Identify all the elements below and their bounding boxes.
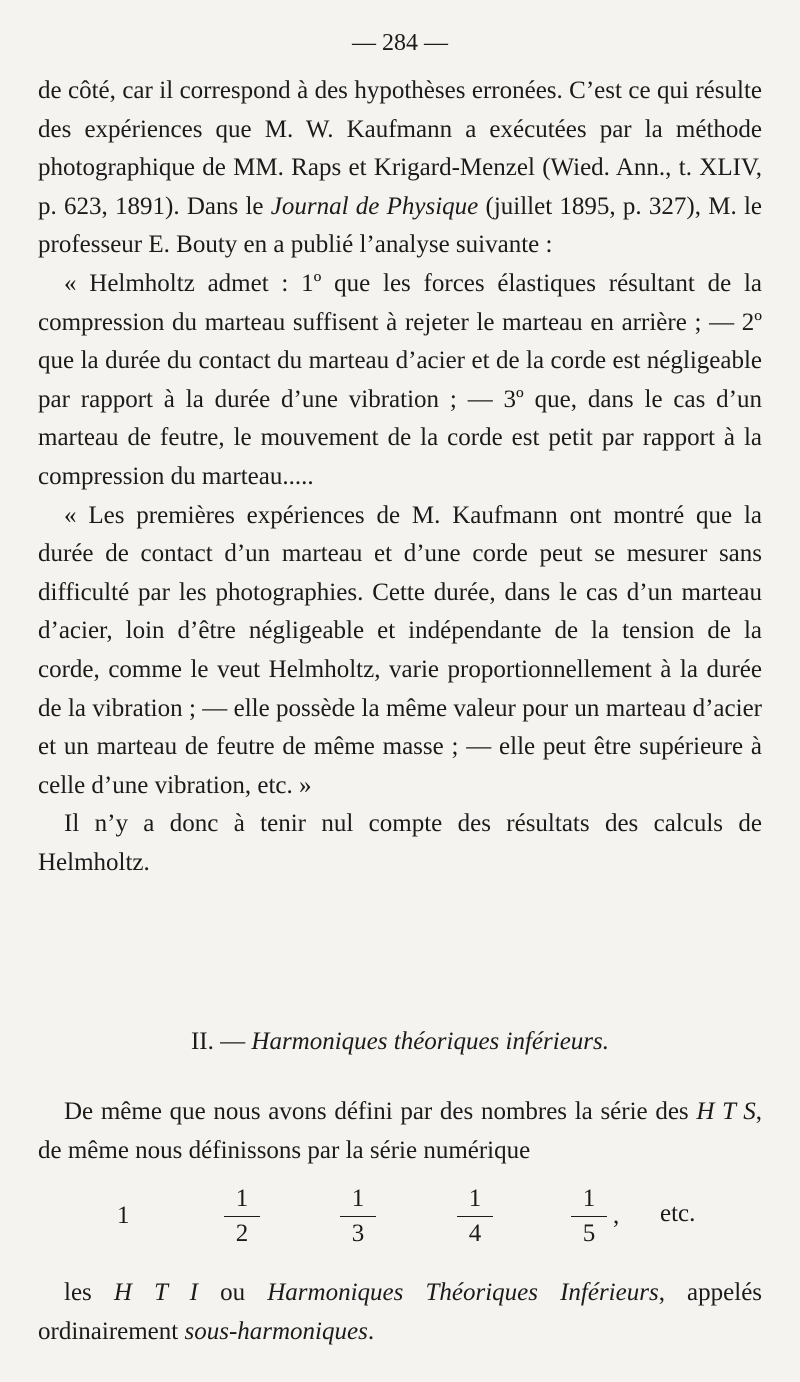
hti-full-name: Harmoniques Théoriques Inférieurs [267, 1279, 659, 1306]
sous-harmoniques-term: sous-harmoniques [184, 1317, 368, 1345]
page-number: — 284 — [352, 30, 448, 56]
paragraph-1: de côté, car il correspond à des hypothèses erronées. C’est ce qui résulte des expériences que M. W. Kaufmann a exécutées par la méthode photographique de MM. Raps et Krigard-Menzel (Wied. Ann., t. XLIV, p. 623, 1891). Dans le Journal de Physique (juillet 1895, p. 327), M. le professeur E. Bouty en a publié l’analyse suivante : [38, 77, 763, 259]
intro-paragraph: De même que nous avons défini par des nombres la série des H T S, de même nous définissons par la série numérique [38, 1098, 762, 1164]
fraction-bar [224, 1216, 260, 1217]
main-text [38, 72, 762, 882]
paragraph-quote-1: « Helmholtz admet : 1º que les forces élastiques résultant de la compression du marteau suffisent à rejeter le marteau en arrière ; — 2º que la durée du contact du marteau d’acier et de la corde est négligeable par rapport à la durée d’une vibration ; — 3º que, dans le cas d’un marteau de feutre, le mouvement de la corde est petit par rapport à la compression du marteau..... [38, 269, 762, 490]
fraction-bar [571, 1216, 607, 1217]
section-number: II. — [190, 1028, 246, 1055]
fraction-third: 1 3 [338, 1184, 378, 1249]
hti-abbr: H T I [113, 1279, 198, 1306]
series-first-term: 1 [117, 1202, 130, 1229]
fraction-fifth: 1 5 [569, 1184, 609, 1249]
fraction-bar [340, 1216, 376, 1217]
fraction-bar [457, 1216, 493, 1217]
closing-paragraph: les H T I ou Harmoniques Théoriques Inférieurs, appelés ordinairement sous-harmoniques. [38, 1279, 763, 1345]
harmonic-series-formula [0, 1184, 800, 1254]
hts-abbr: H T S [696, 1098, 756, 1125]
paragraph-quote-2: « Les premières expériences de M. Kaufmann ont montré que la durée de contact d’un marteau et d’une corde peut se mesurer sans difficulté par les photographies. Cette durée, dans le cas d’un marteau d’acier, loin d’être négligeable et indépendante de la tension de la corde, comme le veut Helmholtz, varie proportionnellement à la durée de la vibration ; — elle possède la même valeur pour un marteau d’acier et un marteau de feutre de même masse ; — elle peut être supérieure à celle d’une vibration, etc. » [38, 501, 762, 799]
fraction-half: 1 2 [222, 1184, 262, 1249]
fraction-quarter: 1 4 [455, 1184, 495, 1249]
paragraph-conclusion: Il n’y a donc à tenir nul compte des résultats des calculs de Helmholtz. [38, 810, 762, 876]
series-comma: , [613, 1202, 620, 1229]
section-heading [0, 1028, 800, 1056]
series-etc: etc. [660, 1200, 696, 1227]
section-title: Harmoniques théoriques inférieurs. [251, 1028, 610, 1055]
journal-title: Journal de Physique [270, 192, 479, 220]
